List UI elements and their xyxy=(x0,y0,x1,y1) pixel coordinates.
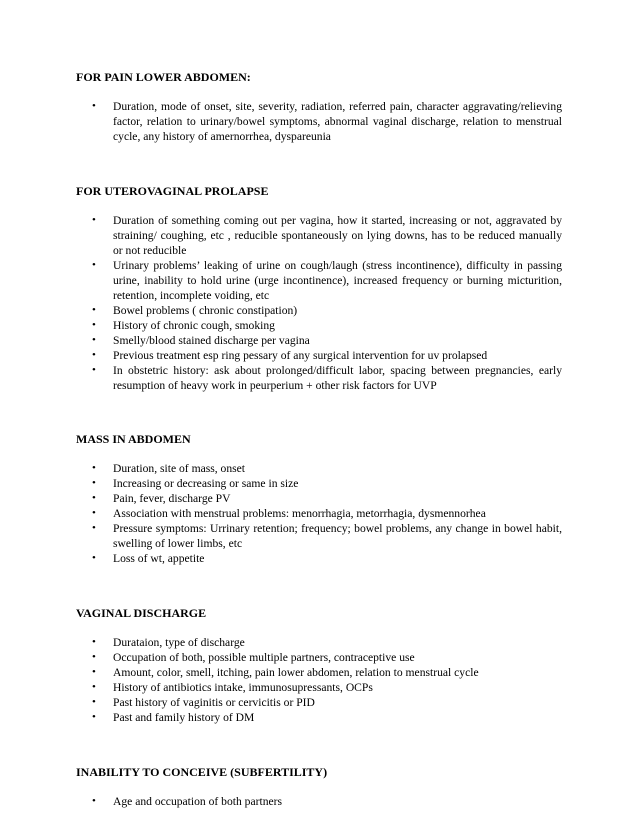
list-item-text: History of antibiotics intake, immunosupressants, OCPs xyxy=(113,681,373,694)
list-item xyxy=(76,710,562,725)
list-item xyxy=(76,551,562,566)
bullet-icon: • xyxy=(92,492,96,504)
bullet-list xyxy=(76,99,562,144)
bullet-icon: • xyxy=(92,462,96,474)
bullet-icon: • xyxy=(92,681,96,693)
list-item xyxy=(76,476,562,491)
list-item-text: Amount, color, smell, itching, pain lower abdomen, relation to menstrual cycle xyxy=(113,666,479,679)
list-item xyxy=(76,506,562,521)
list-item xyxy=(76,333,562,348)
list-item-text: Pressure symptoms: Urrinary retention; frequency; bowel problems, any change in bowel habit, swelling of lower limbs, etc xyxy=(113,522,562,550)
list-item xyxy=(76,680,562,695)
section-mass-in-abdomen xyxy=(76,432,562,566)
list-item xyxy=(76,461,562,476)
bullet-icon: • xyxy=(92,651,96,663)
list-item-text: Duration, mode of onset, site, severity, radiation, referred pain, character aggravating/relieving factor, relation to urinary/bowel symptoms, abnormal vaginal discharge, relation to menstrual cycle, any history of amernorrhea, dyspareunia xyxy=(113,100,562,143)
list-item xyxy=(76,794,562,809)
list-item-text: Age and occupation of both partners xyxy=(113,795,283,808)
section-vaginal-discharge xyxy=(76,606,562,725)
section-uterovaginal-prolapse xyxy=(76,184,562,393)
bullet-icon: • xyxy=(92,334,96,346)
bullet-icon: • xyxy=(92,364,96,376)
bullet-icon: • xyxy=(92,259,96,271)
bullet-list xyxy=(76,794,562,809)
bullet-list xyxy=(76,635,562,725)
section-heading: MASS IN ABDOMEN xyxy=(76,432,191,446)
list-item-text: Previous treatment esp ring pessary of any surgical intervention for uv prolapsed xyxy=(113,349,488,362)
list-item xyxy=(76,695,562,710)
list-item-text: Occupation of both, possible multiple partners, contraceptive use xyxy=(113,651,415,664)
list-item-text: Bowel problems ( chronic constipation) xyxy=(113,304,298,317)
list-item xyxy=(76,303,562,318)
list-item xyxy=(76,99,562,144)
bullet-icon: • xyxy=(92,696,96,708)
list-item xyxy=(76,348,562,363)
list-item-text: Pain, fever, discharge PV xyxy=(113,492,231,505)
bullet-list xyxy=(76,461,562,566)
list-item-text: Increasing or decreasing or same in size xyxy=(113,477,299,490)
bullet-icon: • xyxy=(92,319,96,331)
list-item-text: Smelly/blood stained discharge per vagina xyxy=(113,334,310,347)
section-heading: FOR PAIN LOWER ABDOMEN: xyxy=(76,70,251,84)
bullet-icon: • xyxy=(92,636,96,648)
section-inability-to-conceive xyxy=(76,765,562,809)
bullet-icon: • xyxy=(92,552,96,564)
bullet-icon: • xyxy=(92,214,96,226)
list-item-text: Duration of something coming out per vagina, how it started, increasing or not, aggravated by straining/ coughing, etc , reducible spontaneously on lying downs, has to be reduced manually or not reducible xyxy=(113,214,562,257)
list-item-text: History of chronic cough, smoking xyxy=(113,319,275,332)
list-item xyxy=(76,258,562,303)
list-item xyxy=(76,650,562,665)
list-item xyxy=(76,318,562,333)
section-pain-lower-abdomen xyxy=(76,70,562,144)
bullet-icon: • xyxy=(92,100,96,112)
bullet-icon: • xyxy=(92,522,96,534)
list-item-text: Association with menstrual problems: menorrhagia, metorrhagia, dysmennorhea xyxy=(113,507,486,520)
list-item-text: Past and family history of DM xyxy=(113,711,255,724)
section-heading: FOR UTEROVAGINAL PROLAPSE xyxy=(76,184,269,198)
bullet-icon: • xyxy=(92,795,96,807)
section-heading: VAGINAL DISCHARGE xyxy=(76,606,207,620)
list-item xyxy=(76,363,562,393)
list-item xyxy=(76,521,562,551)
list-item-text: Urinary problems’ leaking of urine on cough/laugh (stress incontinence), difficulty in passing urine, inability to hold urine (urge incontinence), increased frequency or burning micturition, retention, incomplete voiding, etc xyxy=(113,259,562,302)
bullet-icon: • xyxy=(92,711,96,723)
list-item xyxy=(76,635,562,650)
bullet-list xyxy=(76,213,562,393)
bullet-icon: • xyxy=(92,304,96,316)
bullet-icon: • xyxy=(92,477,96,489)
list-item-text: Past history of vaginitis or cervicitis or PID xyxy=(113,696,315,709)
list-item-text: Durataion, type of discharge xyxy=(113,636,245,649)
list-item-text: In obstetric history: ask about prolonged/difficult labor, spacing between pregnancies, early resumption of heavy work in peurperium + other risk factors for UVP xyxy=(113,364,562,392)
list-item xyxy=(76,665,562,680)
bullet-icon: • xyxy=(92,349,96,361)
bullet-icon: • xyxy=(92,507,96,519)
list-item-text: Duration, site of mass, onset xyxy=(113,462,246,475)
list-item xyxy=(76,491,562,506)
bullet-icon: • xyxy=(92,666,96,678)
list-item xyxy=(76,213,562,258)
section-heading: INABILITY TO CONCEIVE (SUBFERTILITY) xyxy=(76,765,328,779)
list-item-text: Loss of wt, appetite xyxy=(113,552,205,565)
